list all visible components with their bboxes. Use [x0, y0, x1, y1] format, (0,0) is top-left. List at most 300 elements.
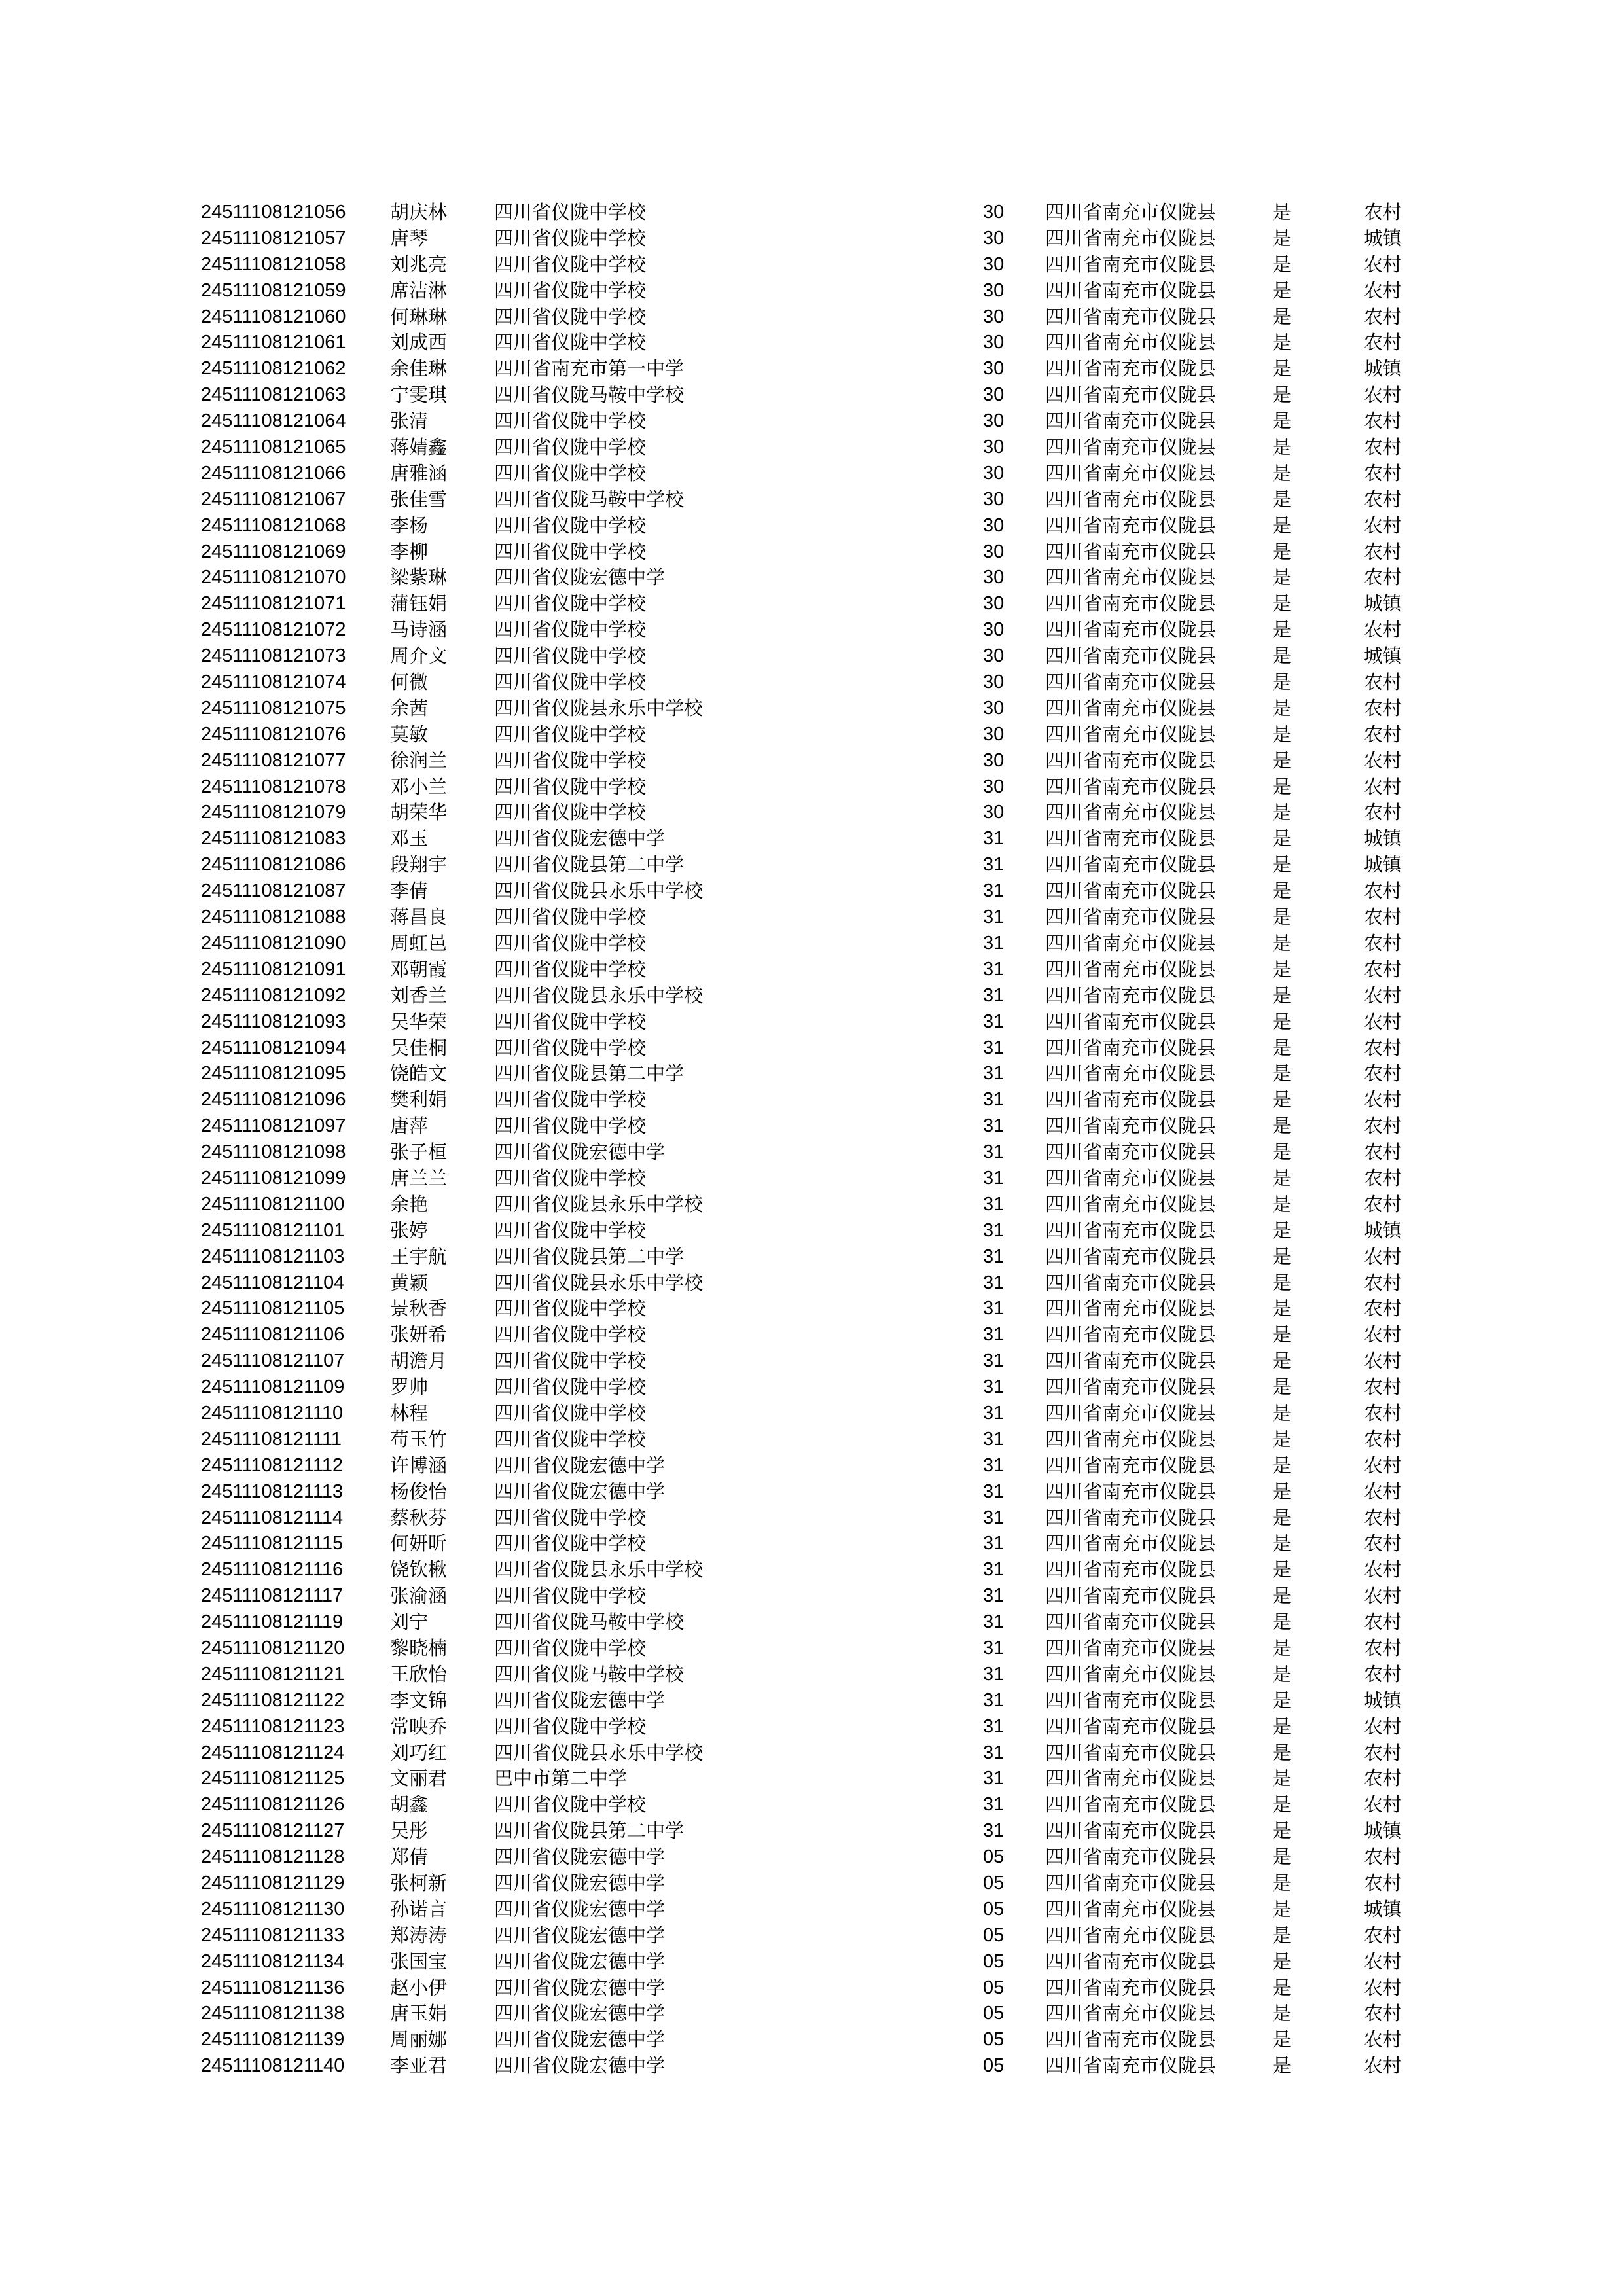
school-cell: 四川省仪陇宏德中学: [494, 1846, 666, 1869]
region-cell: 四川省南充市仪陇县: [1045, 331, 1217, 354]
exam-number-cell: 24511108121105: [201, 1298, 345, 1319]
flag-cell: 是: [1272, 566, 1292, 589]
residence-type-cell: 农村: [1364, 1636, 1402, 1659]
student-name-cell: 李杨: [390, 514, 429, 537]
flag-cell: 是: [1272, 775, 1292, 798]
region-cell: 四川省南充市仪陇县: [1045, 1297, 1217, 1320]
student-name-cell: 张柯新: [390, 1872, 448, 1894]
residence-type-cell: 农村: [1364, 906, 1402, 929]
school-cell: 四川省仪陇县永乐中学校: [494, 1558, 704, 1581]
school-cell: 四川省南充市第一中学: [494, 357, 685, 380]
student-name-cell: 李柳: [390, 540, 429, 563]
flag-cell: 是: [1272, 1611, 1292, 1634]
school-cell: 四川省仪陇中学校: [494, 1115, 647, 1138]
student-name-cell: 蒲钰娟: [390, 592, 448, 615]
school-cell: 四川省仪陇中学校: [494, 1636, 647, 1659]
table-row: [0, 1035, 1623, 1062]
code-cell: 30: [983, 749, 1005, 771]
flag-cell: 是: [1272, 2028, 1292, 2051]
flag-cell: 是: [1272, 1193, 1292, 1215]
student-name-cell: 吴彤: [390, 1820, 429, 1842]
region-cell: 四川省南充市仪陇县: [1045, 1715, 1217, 1738]
region-cell: 四川省南充市仪陇县: [1045, 226, 1217, 249]
residence-type-cell: 农村: [1364, 1062, 1402, 1085]
flag-cell: 是: [1272, 540, 1292, 563]
code-cell: 31: [983, 1298, 1005, 1319]
region-cell: 四川省南充市仪陇县: [1045, 1793, 1217, 1816]
residence-type-cell: 农村: [1364, 1245, 1402, 1268]
table-row: [0, 774, 1623, 800]
code-cell: 30: [983, 202, 1005, 223]
student-name-cell: 饶钦楸: [390, 1558, 448, 1581]
region-cell: 四川省南充市仪陇县: [1045, 1636, 1217, 1659]
student-name-cell: 文丽君: [390, 1767, 448, 1790]
flag-cell: 是: [1272, 880, 1292, 903]
code-cell: 31: [983, 1402, 1005, 1424]
region-cell: 四川省南充市仪陇县: [1045, 1219, 1217, 1242]
code-cell: 31: [983, 932, 1005, 954]
table-row: [0, 1113, 1623, 1139]
residence-type-cell: 农村: [1364, 2054, 1402, 2077]
student-name-cell: 李文锦: [390, 1689, 448, 1712]
code-cell: 30: [983, 645, 1005, 667]
region-cell: 四川省南充市仪陇县: [1045, 1010, 1217, 1033]
region-cell: 四川省南充市仪陇县: [1045, 384, 1217, 406]
table-row: [0, 1871, 1623, 1897]
region-cell: 四川省南充市仪陇县: [1045, 514, 1217, 537]
student-name-cell: 黎晓楠: [390, 1636, 448, 1659]
school-cell: 四川省仪陇中学校: [494, 645, 647, 668]
flag-cell: 是: [1272, 723, 1292, 745]
residence-type-cell: 农村: [1364, 331, 1402, 354]
flag-cell: 是: [1272, 305, 1292, 328]
code-cell: 30: [983, 227, 1005, 249]
student-name-cell: 郑涛涛: [390, 1924, 448, 1946]
code-cell: 31: [983, 1324, 1005, 1346]
region-cell: 四川省南充市仪陇县: [1045, 540, 1217, 563]
exam-number-cell: 24511108121093: [201, 1011, 346, 1032]
region-cell: 四川省南充市仪陇县: [1045, 488, 1217, 511]
flag-cell: 是: [1272, 906, 1292, 929]
code-cell: 31: [983, 1089, 1005, 1111]
table-row: [0, 983, 1623, 1009]
table-row: [0, 643, 1623, 670]
code-cell: 05: [983, 2003, 1005, 2024]
flag-cell: 是: [1272, 1976, 1292, 1999]
school-cell: 四川省仪陇中学校: [494, 906, 647, 929]
table-row: [0, 1453, 1623, 1479]
exam-number-cell: 24511108121059: [201, 279, 346, 301]
residence-type-cell: 农村: [1364, 1585, 1402, 1607]
flag-cell: 是: [1272, 1636, 1292, 1659]
exam-number-cell: 24511108121064: [201, 410, 346, 432]
code-cell: 31: [983, 958, 1005, 980]
flag-cell: 是: [1272, 1689, 1292, 1712]
exam-number-cell: 24511108121063: [201, 384, 346, 406]
school-cell: 四川省仪陇宏德中学: [494, 1950, 666, 1973]
region-cell: 四川省南充市仪陇县: [1045, 775, 1217, 798]
student-name-cell: 唐萍: [390, 1115, 429, 1138]
school-cell: 四川省仪陇宏德中学: [494, 827, 666, 850]
exam-number-cell: 24511108121073: [201, 645, 346, 667]
exam-number-cell: 24511108121113: [201, 1480, 344, 1502]
residence-type-cell: 城镇: [1364, 645, 1402, 668]
exam-number-cell: 24511108121107: [201, 1350, 345, 1372]
code-cell: 31: [983, 1742, 1005, 1763]
code-cell: 30: [983, 253, 1005, 275]
school-cell: 四川省仪陇中学校: [494, 1166, 647, 1189]
code-cell: 30: [983, 514, 1005, 536]
exam-number-cell: 24511108121071: [201, 593, 346, 615]
code-cell: 30: [983, 776, 1005, 797]
exam-number-cell: 24511108121097: [201, 1115, 346, 1137]
exam-number-cell: 24511108121096: [201, 1089, 346, 1111]
exam-number-cell: 24511108121062: [201, 358, 346, 380]
student-name-cell: 席洁淋: [390, 279, 448, 302]
region-cell: 四川省南充市仪陇县: [1045, 696, 1217, 719]
exam-number-cell: 24511108121133: [201, 1924, 345, 1946]
school-cell: 四川省仪陇县永乐中学校: [494, 1271, 704, 1294]
region-cell: 四川省南充市仪陇县: [1045, 279, 1217, 302]
residence-type-cell: 农村: [1364, 279, 1402, 302]
flag-cell: 是: [1272, 1010, 1292, 1033]
table-row: [0, 278, 1623, 304]
table-row: [0, 826, 1623, 852]
code-cell: 31: [983, 1115, 1005, 1137]
code-cell: 31: [983, 1428, 1005, 1450]
exam-number-cell: 24511108121079: [201, 802, 346, 823]
exam-number-cell: 24511108121091: [201, 958, 346, 980]
exam-number-cell: 24511108121083: [201, 828, 346, 850]
school-cell: 四川省仪陇中学校: [494, 1401, 647, 1424]
student-name-cell: 李亚君: [390, 2054, 448, 2077]
region-cell: 四川省南充市仪陇县: [1045, 1820, 1217, 1842]
table-row: [0, 565, 1623, 591]
table-row: [0, 304, 1623, 331]
exam-number-cell: 24511108121136: [201, 1977, 345, 1998]
student-name-cell: 胡庆林: [390, 201, 448, 223]
student-name-cell: 张渝涵: [390, 1585, 448, 1607]
student-name-cell: 蒋婧鑫: [390, 436, 448, 459]
residence-type-cell: 农村: [1364, 1662, 1402, 1685]
region-cell: 四川省南充市仪陇县: [1045, 853, 1217, 876]
flag-cell: 是: [1272, 1036, 1292, 1059]
school-cell: 四川省仪陇县永乐中学校: [494, 1193, 704, 1215]
flag-cell: 是: [1272, 2054, 1292, 2077]
region-cell: 四川省南充市仪陇县: [1045, 827, 1217, 850]
table-row: [0, 1818, 1623, 1844]
exam-number-cell: 24511108121076: [201, 723, 346, 745]
school-cell: 四川省仪陇县永乐中学校: [494, 880, 704, 903]
residence-type-cell: 农村: [1364, 1715, 1402, 1738]
table-row: [0, 957, 1623, 983]
code-cell: 31: [983, 828, 1005, 850]
student-name-cell: 张佳雪: [390, 488, 448, 511]
flag-cell: 是: [1272, 1350, 1292, 1372]
residence-type-cell: 农村: [1364, 1193, 1402, 1215]
school-cell: 四川省仪陇县永乐中学校: [494, 984, 704, 1007]
code-cell: 05: [983, 2055, 1005, 2077]
residence-type-cell: 农村: [1364, 1793, 1402, 1816]
code-cell: 31: [983, 1559, 1005, 1581]
region-cell: 四川省南充市仪陇县: [1045, 1062, 1217, 1085]
residence-type-cell: 农村: [1364, 514, 1402, 537]
region-cell: 四川省南充市仪陇县: [1045, 1245, 1217, 1268]
table-row: [0, 2053, 1623, 2079]
residence-type-cell: 农村: [1364, 1401, 1402, 1424]
region-cell: 四川省南充市仪陇县: [1045, 671, 1217, 694]
exam-number-cell: 24511108121099: [201, 1167, 346, 1189]
residence-type-cell: 农村: [1364, 1271, 1402, 1294]
student-name-cell: 林程: [390, 1401, 429, 1424]
table-row: [0, 226, 1623, 252]
school-cell: 四川省仪陇中学校: [494, 1297, 647, 1320]
table-row: [0, 1636, 1623, 1662]
code-cell: 30: [983, 437, 1005, 458]
residence-type-cell: 农村: [1364, 1480, 1402, 1503]
exam-number-cell: 24511108121086: [201, 854, 346, 876]
school-cell: 四川省仪陇宏德中学: [494, 1141, 666, 1164]
flag-cell: 是: [1272, 1950, 1292, 1973]
table-row: [0, 1296, 1623, 1322]
exam-number-cell: 24511108121056: [201, 202, 346, 223]
student-name-cell: 余佳琳: [390, 357, 448, 380]
table-row: [0, 1192, 1623, 1218]
exam-number-cell: 24511108121094: [201, 1037, 346, 1058]
school-cell: 四川省仪陇中学校: [494, 1376, 647, 1399]
region-cell: 四川省南充市仪陇县: [1045, 1897, 1217, 1920]
residence-type-cell: 农村: [1364, 1088, 1402, 1111]
residence-type-cell: 农村: [1364, 1767, 1402, 1790]
table-row: [0, 800, 1623, 826]
code-cell: 31: [983, 1637, 1005, 1659]
school-cell: 四川省仪陇宏德中学: [494, 1897, 666, 1920]
region-cell: 四川省南充市仪陇县: [1045, 1976, 1217, 1999]
exam-number-cell: 24511108121066: [201, 462, 346, 484]
table-row: [0, 1714, 1623, 1740]
flag-cell: 是: [1272, 1846, 1292, 1869]
school-cell: 四川省仪陇中学校: [494, 279, 647, 302]
table-row: [0, 1505, 1623, 1532]
student-name-cell: 黄颖: [390, 1271, 429, 1294]
residence-type-cell: 农村: [1364, 801, 1402, 824]
exam-number-cell: 24511108121069: [201, 541, 346, 562]
table-row: [0, 931, 1623, 957]
table-row: [0, 1218, 1623, 1244]
flag-cell: 是: [1272, 1271, 1292, 1294]
region-cell: 四川省南充市仪陇县: [1045, 1115, 1217, 1138]
student-name-cell: 梁紫琳: [390, 566, 448, 589]
student-name-cell: 郑倩: [390, 1846, 429, 1869]
table-row: [0, 670, 1623, 696]
table-row: [0, 1270, 1623, 1297]
residence-type-cell: 农村: [1364, 671, 1402, 694]
region-cell: 四川省南充市仪陇县: [1045, 1036, 1217, 1059]
code-cell: 30: [983, 672, 1005, 693]
school-cell: 四川省仪陇县第二中学: [494, 1062, 685, 1085]
code-cell: 30: [983, 384, 1005, 406]
exam-number-cell: 24511108121087: [201, 880, 346, 902]
student-name-cell: 唐雅涵: [390, 461, 448, 484]
residence-type-cell: 农村: [1364, 1741, 1402, 1764]
exam-number-cell: 24511108121070: [201, 567, 346, 588]
exam-number-cell: 24511108121109: [201, 1376, 345, 1398]
flag-cell: 是: [1272, 410, 1292, 433]
table-row: [0, 356, 1623, 382]
student-name-cell: 邓玉: [390, 827, 429, 850]
student-name-cell: 段翔宇: [390, 853, 448, 876]
region-cell: 四川省南充市仪陇县: [1045, 436, 1217, 459]
school-cell: 四川省仪陇宏德中学: [494, 2028, 666, 2051]
region-cell: 四川省南充市仪陇县: [1045, 1846, 1217, 1869]
table-row: [0, 1139, 1623, 1166]
school-cell: 四川省仪陇中学校: [494, 436, 647, 459]
flag-cell: 是: [1272, 1741, 1292, 1764]
residence-type-cell: 农村: [1364, 1846, 1402, 1869]
exam-number-cell: 24511108121110: [201, 1402, 344, 1424]
region-cell: 四川省南充市仪陇县: [1045, 906, 1217, 929]
residence-type-cell: 农村: [1364, 1350, 1402, 1372]
residence-type-cell: 农村: [1364, 1454, 1402, 1477]
student-name-cell: 宁雯琪: [390, 384, 448, 406]
region-cell: 四川省南充市仪陇县: [1045, 305, 1217, 328]
exam-number-cell: 24511108121067: [201, 488, 346, 510]
code-cell: 31: [983, 1768, 1005, 1789]
region-cell: 四川省南充市仪陇县: [1045, 410, 1217, 433]
exam-number-cell: 24511108121140: [201, 2055, 345, 2077]
flag-cell: 是: [1272, 931, 1292, 954]
student-name-cell: 常映乔: [390, 1715, 448, 1738]
code-cell: 31: [983, 1376, 1005, 1398]
flag-cell: 是: [1272, 1767, 1292, 1790]
residence-type-cell: 农村: [1364, 880, 1402, 903]
student-name-cell: 唐琴: [390, 226, 429, 249]
code-cell: 30: [983, 802, 1005, 823]
code-cell: 30: [983, 279, 1005, 301]
exam-number-cell: 24511108121103: [201, 1246, 345, 1267]
region-cell: 四川省南充市仪陇县: [1045, 1141, 1217, 1164]
flag-cell: 是: [1272, 1585, 1292, 1607]
table-row: [0, 748, 1623, 774]
student-name-cell: 景秋香: [390, 1297, 448, 1320]
school-cell: 四川省仪陇中学校: [494, 1506, 647, 1529]
student-name-cell: 何妍昕: [390, 1532, 448, 1555]
region-cell: 四川省南充市仪陇县: [1045, 1506, 1217, 1529]
exam-number-cell: 24511108121138: [201, 2003, 345, 2024]
flag-cell: 是: [1272, 1297, 1292, 1320]
code-cell: 31: [983, 1063, 1005, 1085]
school-cell: 四川省仪陇中学校: [494, 775, 647, 798]
region-cell: 四川省南充市仪陇县: [1045, 201, 1217, 223]
exam-number-cell: 24511108121117: [201, 1585, 344, 1607]
region-cell: 四川省南充市仪陇县: [1045, 931, 1217, 954]
flag-cell: 是: [1272, 1715, 1292, 1738]
table-row: [0, 1897, 1623, 1923]
code-cell: 31: [983, 906, 1005, 928]
school-cell: 四川省仪陇中学校: [494, 749, 647, 772]
flag-cell: 是: [1272, 1480, 1292, 1503]
residence-type-cell: 农村: [1364, 1532, 1402, 1555]
exam-number-cell: 24511108121072: [201, 619, 346, 641]
flag-cell: 是: [1272, 1376, 1292, 1399]
table-row: [0, 1609, 1623, 1636]
exam-number-cell: 24511108121088: [201, 906, 346, 928]
residence-type-cell: 农村: [1364, 436, 1402, 459]
flag-cell: 是: [1272, 201, 1292, 223]
residence-type-cell: 农村: [1364, 984, 1402, 1007]
exam-number-cell: 24511108121122: [201, 1689, 345, 1711]
school-cell: 四川省仪陇中学校: [494, 671, 647, 694]
school-cell: 四川省仪陇中学校: [494, 540, 647, 563]
school-cell: 四川省仪陇宏德中学: [494, 1924, 666, 1946]
student-name-cell: 胡荣华: [390, 801, 448, 824]
school-cell: 四川省仪陇中学校: [494, 1088, 647, 1111]
flag-cell: 是: [1272, 1245, 1292, 1268]
table-row: [0, 1949, 1623, 1975]
school-cell: 四川省仪陇宏德中学: [494, 566, 666, 589]
flag-cell: 是: [1272, 619, 1292, 641]
table-row: [0, 1688, 1623, 1714]
residence-type-cell: 农村: [1364, 1872, 1402, 1894]
code-cell: 31: [983, 1689, 1005, 1711]
flag-cell: 是: [1272, 1062, 1292, 1085]
table-row: [0, 1427, 1623, 1453]
student-name-cell: 张妍希: [390, 1323, 448, 1346]
student-name-cell: 张国宝: [390, 1950, 448, 1973]
residence-type-cell: 农村: [1364, 1924, 1402, 1946]
residence-type-cell: 农村: [1364, 410, 1402, 433]
student-name-cell: 杨俊怡: [390, 1480, 448, 1503]
residence-type-cell: 城镇: [1364, 226, 1402, 249]
table-row: [0, 852, 1623, 878]
exam-number-cell: 24511108121116: [201, 1559, 344, 1581]
exam-number-cell: 24511108121115: [201, 1533, 344, 1554]
exam-number-cell: 24511108121095: [201, 1063, 346, 1085]
table-row: [0, 617, 1623, 643]
region-cell: 四川省南充市仪陇县: [1045, 801, 1217, 824]
exam-number-cell: 24511108121139: [201, 2029, 345, 2051]
exam-number-cell: 24511108121075: [201, 697, 346, 719]
table-row: [0, 1348, 1623, 1374]
table-row: [0, 461, 1623, 487]
school-cell: 四川省仪陇中学校: [494, 723, 647, 745]
residence-type-cell: 城镇: [1364, 592, 1402, 615]
school-cell: 四川省仪陇中学校: [494, 226, 647, 249]
school-cell: 四川省仪陇中学校: [494, 592, 647, 615]
student-name-cell: 莫敏: [390, 723, 429, 745]
code-cell: 30: [983, 593, 1005, 615]
table-row: [0, 382, 1623, 408]
student-name-cell: 刘巧红: [390, 1741, 448, 1764]
residence-type-cell: 农村: [1364, 384, 1402, 406]
flag-cell: 是: [1272, 1427, 1292, 1450]
residence-type-cell: 农村: [1364, 2002, 1402, 2025]
region-cell: 四川省南充市仪陇县: [1045, 1376, 1217, 1399]
residence-type-cell: 农村: [1364, 566, 1402, 589]
region-cell: 四川省南充市仪陇县: [1045, 1271, 1217, 1294]
school-cell: 四川省仪陇宏德中学: [494, 1480, 666, 1503]
region-cell: 四川省南充市仪陇县: [1045, 880, 1217, 903]
student-name-cell: 马诗涵: [390, 619, 448, 641]
region-cell: 四川省南充市仪陇县: [1045, 984, 1217, 1007]
residence-type-cell: 农村: [1364, 1010, 1402, 1033]
exam-number-cell: 24511108121061: [201, 332, 346, 353]
residence-type-cell: 城镇: [1364, 1219, 1402, 1242]
region-cell: 四川省南充市仪陇县: [1045, 1401, 1217, 1424]
student-name-cell: 张婷: [390, 1219, 429, 1242]
student-name-cell: 余艳: [390, 1193, 429, 1215]
exam-number-cell: 24511108121104: [201, 1272, 345, 1293]
